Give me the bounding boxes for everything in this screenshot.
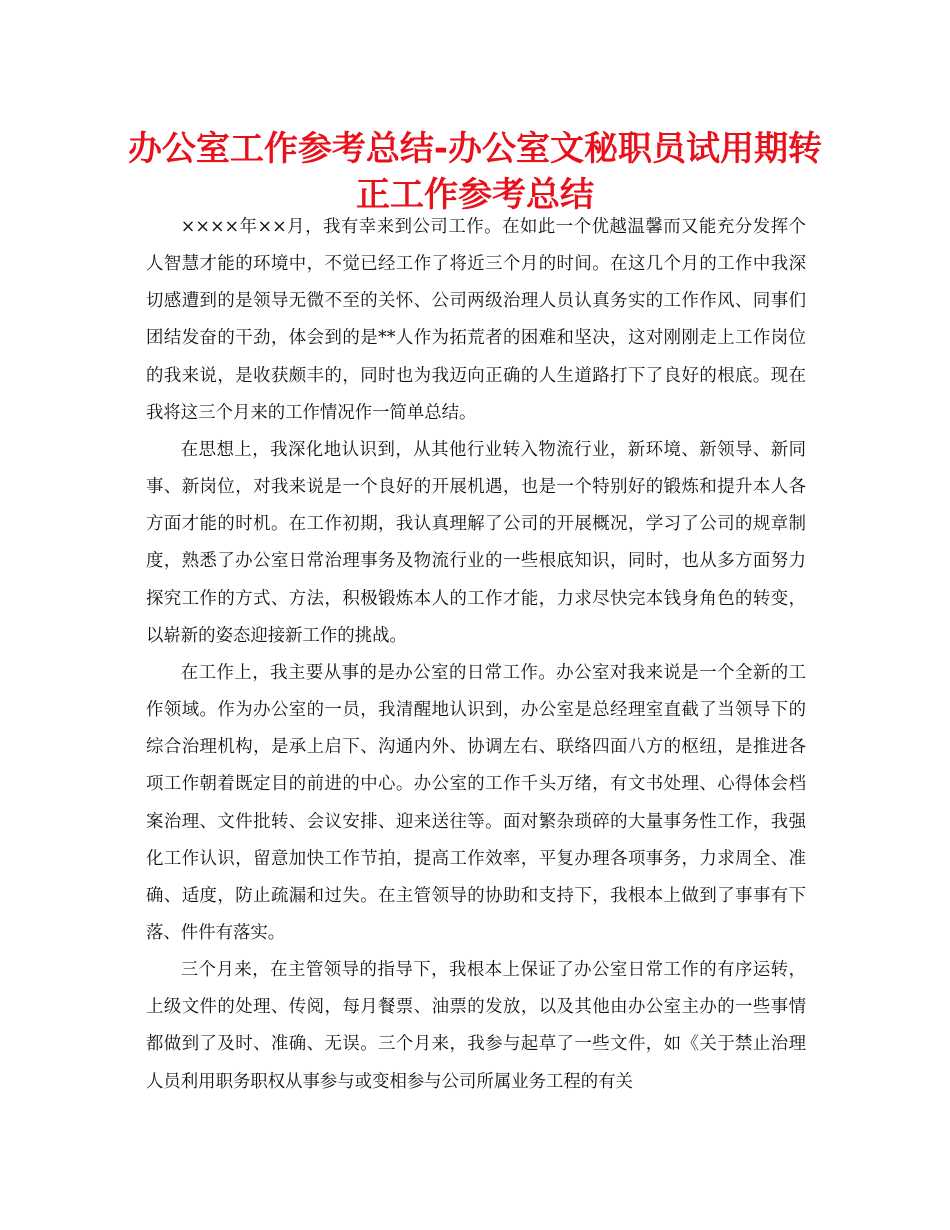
paragraph-1: ××××年××月，我有幸来到公司工作。在如此一个优越温馨而又能充分发挥个人智慧才能的环境中，不觉已经工作了将近三个月的时间。在这几个月的工作中我深切感遭到的是领导无微不至的关怀、公司两级治理人员认真务实的工作作风、同事们团结发奋的干劲，体会到的是**人作为拓荒者的困难和坚决，这对刚刚走上工作岗位的我来说，是收获颇丰的，同时也为我迈向正确的人生道路打下了良好的根底。现在我将这三个月来的工作情况作一简单总结。 xyxy=(146,217,806,423)
paragraph-3: 在工作上，我主要从事的是办公室的日常工作。办公室对我来说是一个全新的工作领域。作为办公室的一员，我清醒地认识到，办公室是总经理室直截了当领导下的综合治理机构，是承上启下、沟通内外、协调左右、联络四面八方的枢纽，是推进各项工作朝着既定目的前进的中心。办公室的工作千头万绪，有文书处理、心得体会档案治理、文件批转、会议安排、迎来送往等。面对繁杂琐碎的大量事务性工作，我强化工作认识，留意加快工作节拍，提高工作效率，平复办理各项事务，力求周全、准确、适度，防止疏漏和过失。在主管领导的协助和支持下，我根本上做到了事事有下落、件件有落实。 xyxy=(146,662,806,943)
document-title-line-2: 正工作参考总结 xyxy=(356,175,594,215)
document-title-line-1: 办公室工作参考总结-办公室文秘职员试用期转 xyxy=(127,129,823,169)
paragraph-4: 三个月来，在主管领导的指导下，我根本上保证了办公室日常工作的有序运转，上级文件的处理、传阅，每月餐票、油票的发放，以及其他由办公室主办的一些事情都做到了及时、准确、无误。三个月来，我参与起草了一些文件，如《关于禁止治理人员利用职务职权从事参与或变相参与公司所属业务工程的有关 xyxy=(146,960,806,1092)
document-body xyxy=(146,209,806,1101)
paragraph-2: 在思想上，我深化地认识到，从其他行业转入物流行业，新环境、新领导、新同事、新岗位，对我来说是一个良好的开展机遇，也是一个特别好的锻炼和提升本人各方面才能的时机。在工作初期，我认真理解了公司的开展概况，学习了公司的规章制度，熟悉了办公室日常治理事务及物流行业的一些根底知识，同时，也从多方面努力探究工作的方式、方法，积极锻炼本人的工作才能，力求尽快完本钱身角色的转变，以崭新的姿态迎接新工作的挑战。 xyxy=(146,439,806,646)
